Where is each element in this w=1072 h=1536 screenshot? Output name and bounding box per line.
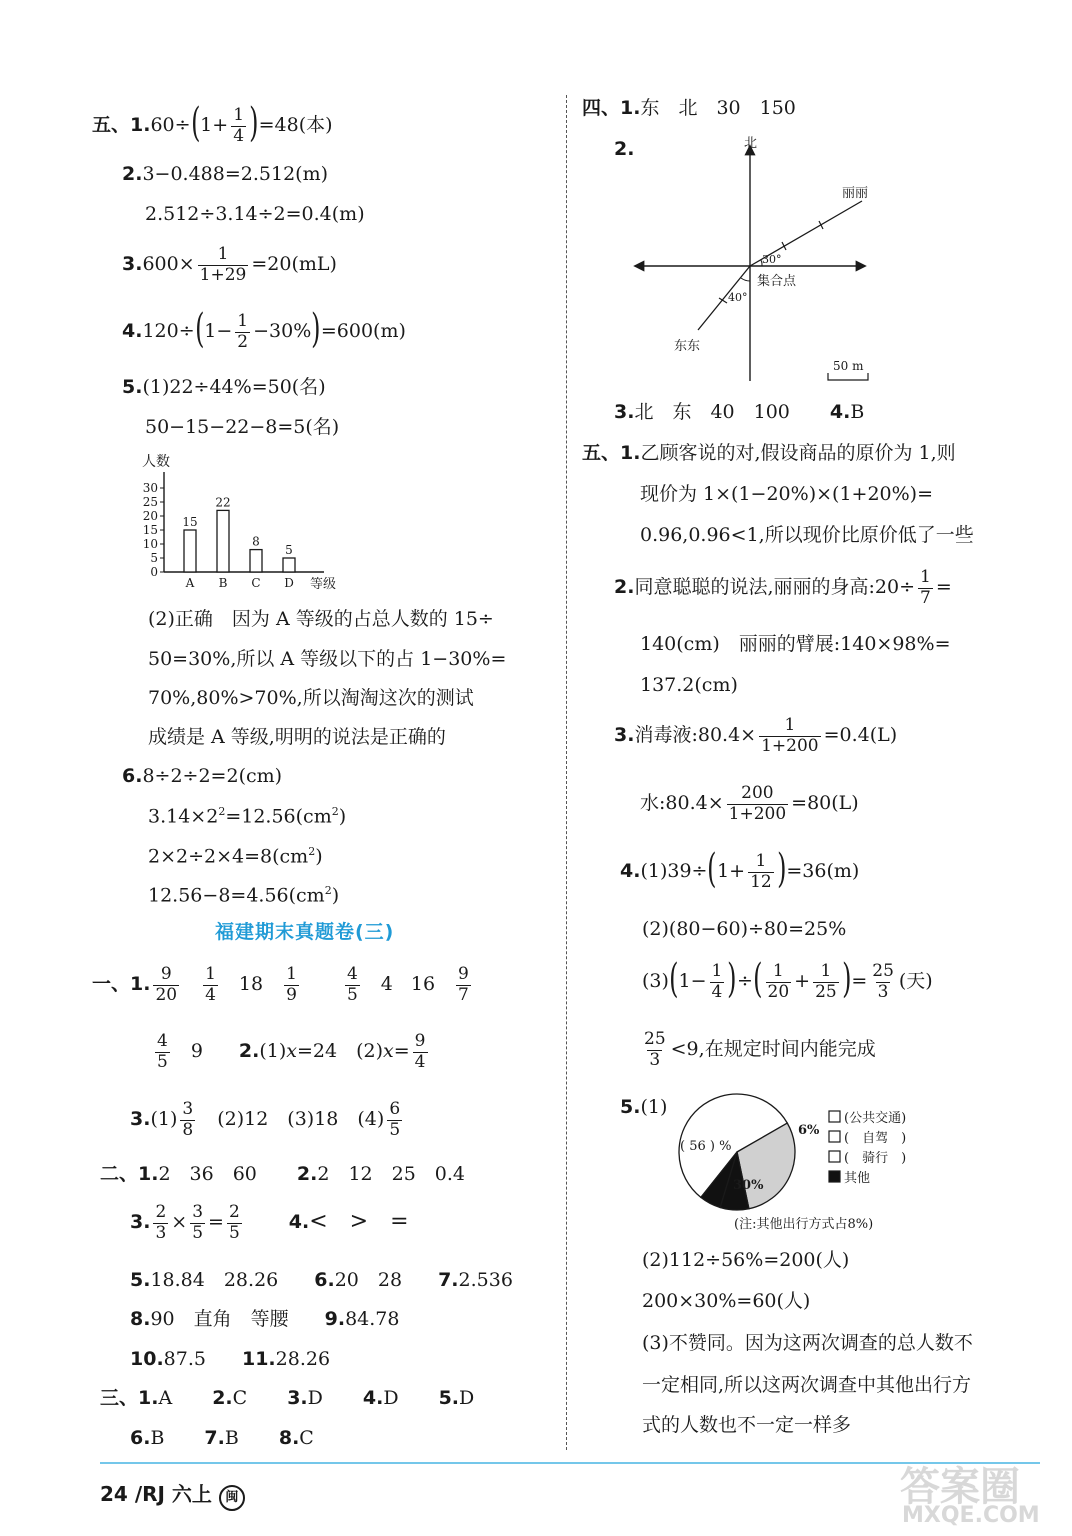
l3-line1: 三、1.A 2.C 3.D 4.D 5.D	[100, 1387, 475, 1409]
edition: /RJ 六上	[134, 1482, 212, 1506]
legend-box	[829, 1151, 840, 1162]
r5-q4-line1: 4.(1)39÷(1+ $\frac{1}{12}$ )=36(m)	[620, 846, 860, 893]
bar-B	[217, 510, 229, 572]
pie-legend	[829, 1110, 906, 1186]
center-label: 集合点	[757, 274, 797, 289]
bar-C	[250, 550, 262, 572]
bar-value-label: 22	[215, 495, 231, 510]
fraction: $\frac{2}{5}$	[228, 1202, 240, 1243]
page-number: 24	[100, 1482, 128, 1506]
bar-category-label: D	[284, 576, 294, 590]
y-tick-label: 15	[142, 523, 158, 537]
r5-q5-line4: (3)不赞同。因为这两次调查的总人数不	[642, 1332, 973, 1354]
r5-q2-line1: 2.同意聪聪的说法,丽丽的身高:20÷ $\frac{1}{7}$ =	[614, 567, 952, 608]
bar-D	[283, 558, 295, 572]
bar-value-label: 5	[285, 543, 293, 557]
l5-q5-p2-line3: 70%,80%>70%,所以淘淘这次的测试	[148, 687, 474, 709]
fraction: $\frac{1}{7}$	[920, 567, 931, 608]
lili-label: 丽丽	[842, 186, 869, 201]
fraction: $\frac{1}{4}$	[205, 964, 216, 1005]
r5-q1-line3: 0.96,0.96<1,所以现价比原价低了一些	[640, 524, 974, 546]
fraction: $\frac{1}{25}$	[815, 961, 837, 1002]
r4-q2-label: 2.	[614, 138, 635, 160]
r5-q5-line5: 一定相同,所以这两次调查中其他出行方	[642, 1374, 972, 1396]
pie-chart	[672, 1092, 932, 1237]
r5-q3-line1: 3.消毒液:80.4× $\frac{1}{1+200}$ =0.4(L)	[614, 715, 898, 756]
fraction: $\frac{4}{5}$	[346, 964, 358, 1005]
r4-q3-q4: 3.北 东 40 100 4.B	[614, 401, 865, 423]
l5-q3: 3.600× $\frac{1}{1+29}$ =20(mL)	[122, 244, 337, 285]
l1-q1-line2: $\frac{4}{5}$ 9 2.(1)x=24 (2)x= $\frac{9}{4}$	[157, 1031, 426, 1072]
l5-q4: 4.120÷(1− $\frac{1}{2}$ −30%)=600(m)	[122, 306, 406, 353]
section-title: 福建期末真题卷(三)	[215, 921, 395, 943]
region-badge: 闽	[219, 1485, 245, 1511]
l2-q1-q2: 二、1.2 36 60 2.2 12 25 0.4	[100, 1163, 466, 1185]
fraction: $\frac{1}{20}$	[767, 961, 790, 1002]
fraction: $\frac{1}{1+29}$	[199, 244, 247, 285]
r5-q5-line6: 式的人数也不一定一样多	[642, 1414, 852, 1436]
l2-q5-q7: 5.18.84 28.26 6.20 28 7.2.536	[130, 1269, 513, 1291]
fraction: $\frac{1}{4}$	[233, 105, 245, 146]
north-label: 北	[744, 136, 758, 151]
l1-q3: 3.(1) $\frac{3}{8}$ (2)12 (3)18 (4) $\frac{6}{5}$	[130, 1099, 401, 1140]
bar-category-label: C	[251, 576, 261, 590]
fraction: $\frac{3}{5}$	[192, 1202, 204, 1243]
angle-30: 30°	[762, 253, 782, 266]
fraction: $\frac{3}{8}$	[182, 1099, 194, 1140]
l5-q6-line2: $3.14\times 2^2=12.56(cm^2)$	[148, 805, 347, 828]
fraction: $\frac{200}{1+200}$	[728, 783, 787, 824]
fraction: $\frac{9}{7}$	[458, 964, 469, 1005]
legend-label: 其他	[844, 1171, 871, 1186]
y-tick-label: 20	[142, 509, 158, 523]
page-footer	[100, 1484, 245, 1511]
watermark-url: MXQE.COM	[902, 1503, 1040, 1528]
chart-xlabel: 等级	[310, 577, 337, 592]
y-tick-label: 30	[142, 481, 158, 495]
l5-q2-line1: 2.3−0.488=2.512(m)	[122, 163, 329, 185]
l1-q1-line1: 一、1. $\frac{9}{20}$ $\frac{1}{4}$ 18 $\frac{1}{9}$ $\frac{4}{5}$ 4 16 $\frac{9}{7}$	[92, 964, 469, 1005]
l5-q5-p2-line4: 成绩是 A 等级,明明的说法是正确的	[148, 726, 446, 748]
chart-ylabel: 人数	[142, 454, 170, 470]
r5-q4-line2: (2)(80−60)÷80=25%	[642, 918, 847, 940]
fraction: $\frac{2}{3}$	[155, 1202, 167, 1243]
r5-q5-label: 5.(1)	[620, 1096, 668, 1118]
bar-chart	[130, 450, 370, 595]
fraction: $\frac{1}{12}$	[750, 851, 772, 892]
l5-q2-line2: 2.512÷3.14÷2=0.4(m)	[145, 203, 365, 225]
r5-q4-line4: $\frac{25}{3}$ <9,在规定时间内能完成	[644, 1029, 876, 1070]
l5-q5-p2-line2: 50=30%,所以 A 等级以下的占 1−30%=	[148, 648, 507, 670]
l5-q6-line1: 6.8÷2÷2=2(cm)	[122, 765, 283, 787]
r5-q4-line3: (3)(1− $\frac{1}{4}$ )÷( $\frac{1}{20}$ + $\frac{1}{25}$ )= $\frac{25}{3}$ (天)	[642, 956, 933, 1003]
bar-value-label: 8	[252, 534, 260, 549]
fraction: $\frac{9}{4}$	[414, 1031, 426, 1072]
l2-q8-q9: 8.90 直角 等腰 9.84.78	[130, 1308, 400, 1330]
fraction: $\frac{1}{2}$	[237, 311, 249, 352]
r5-q2-line2: 140(cm) 丽丽的臂展:140×98%=	[640, 633, 951, 655]
pie-label-6: 6%	[798, 1123, 820, 1138]
pie-note: (注:其他出行方式占8%)	[734, 1217, 874, 1232]
r5-q3-line2: 水:80.4× $\frac{200}{1+200}$ =80(L)	[640, 783, 859, 824]
y-tick-label: 5	[150, 551, 158, 565]
angle-40: 40°	[728, 291, 748, 304]
l5-q5-line2: 50−15−22−8=5(名)	[145, 416, 340, 438]
y-tick-label: 25	[142, 495, 158, 509]
scale-label: 50 m	[833, 359, 864, 373]
fraction: $\frac{1}{1+200}$	[761, 715, 819, 756]
y-tick-label: 0	[150, 565, 158, 579]
bar-A	[184, 530, 196, 572]
fraction: $\frac{25}{3}$	[872, 961, 894, 1002]
r5-q5-line2: (2)112÷56%=200(人)	[642, 1249, 850, 1271]
pie-label-56: ( 56 ) %	[680, 1139, 732, 1154]
bar-category-label: B	[218, 576, 228, 590]
legend-label: ( 骑行 )	[844, 1151, 907, 1166]
r5-q1-line1: 五、1.乙顾客说的对,假设商品的原价为 1,则	[582, 442, 956, 464]
fraction: $\frac{4}{5}$	[157, 1031, 168, 1072]
fraction: $\frac{1}{4}$	[711, 961, 723, 1002]
l5-q6-line3: $2\times 2\div 2\times 4=8(cm^2)$	[148, 845, 323, 868]
bar-category-label: A	[185, 576, 195, 590]
watermark: 答案圈	[900, 1464, 1020, 1510]
legend-box	[829, 1111, 840, 1122]
l5-q1: 五、1.60÷(1+ $\frac{1}{4}$ )=48(本)	[92, 100, 333, 147]
l5-q5-p2-line1: (2)正确 因为 A 等级的占总人数的 15÷	[148, 608, 494, 630]
legend-label: ( 自驾 )	[844, 1131, 907, 1146]
fraction: $\frac{6}{5}$	[389, 1099, 401, 1140]
legend-box	[829, 1171, 840, 1182]
fraction: $\frac{9}{20}$	[155, 964, 178, 1005]
l5-q6-line4: $12.56-8=4.56(cm^2)$	[148, 884, 340, 907]
fraction: $\frac{25}{3}$	[644, 1029, 666, 1070]
l5-q5-line1: 5.(1)22÷44%=50(名)	[122, 376, 326, 398]
r5-q1-line2: 现价为 1×(1−20%)×(1+20%)=	[640, 483, 934, 505]
fraction: $\frac{1}{9}$	[286, 964, 297, 1005]
r5-q2-line3: 137.2(cm)	[640, 674, 738, 696]
l3-line2: 6.B 7.B 8.C	[130, 1427, 314, 1449]
direction-map	[630, 135, 890, 390]
legend-box	[829, 1131, 840, 1142]
column-divider	[566, 95, 567, 1450]
legend-label: (公共交通)	[844, 1111, 907, 1126]
l2-q3-q4: 3. $\frac{2}{3}$ × $\frac{3}{5}$ = $\frac{2}{5}$ 4.< > =	[130, 1202, 409, 1243]
r4-q1: 四、1.东 北 30 150	[582, 97, 796, 119]
l2-q10-q11: 10.87.5 11.28.26	[130, 1348, 331, 1370]
bar-value-label: 15	[182, 515, 198, 529]
r5-q5-line3: 200×30%=60(人)	[642, 1290, 811, 1312]
q-number: 五、1.	[92, 114, 151, 137]
y-tick-label: 10	[142, 537, 158, 551]
dongdong-label: 东东	[674, 339, 701, 354]
scale-bar	[828, 373, 868, 380]
pie-label-30: 30%	[733, 1178, 764, 1193]
footer-line	[100, 1462, 1040, 1464]
